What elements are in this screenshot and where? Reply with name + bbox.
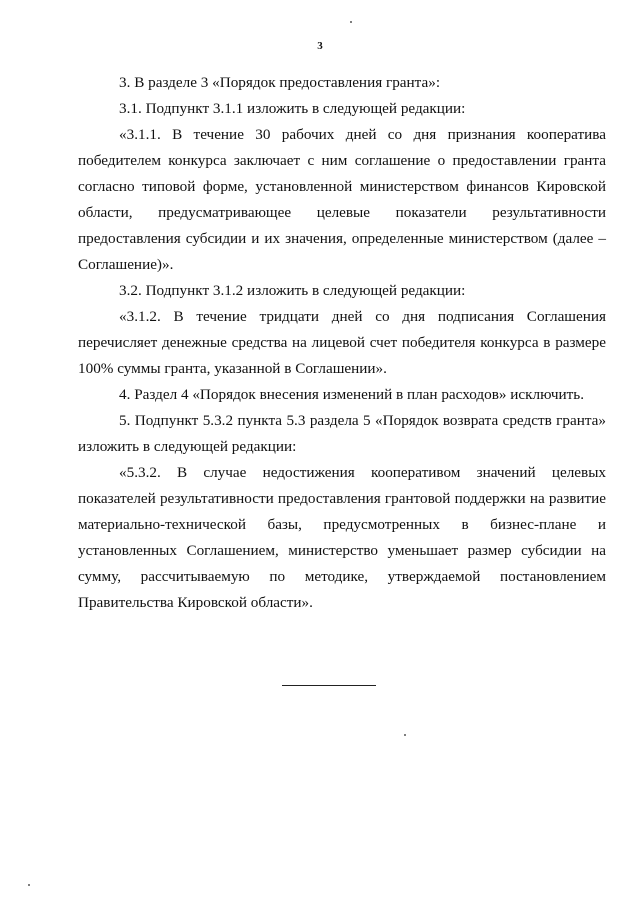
page-number: 3 [317, 40, 323, 52]
paragraph-subsection-3-2: 3.2. Подпункт 3.1.2 изложить в следующей редакции: [119, 282, 466, 299]
scan-speck [350, 21, 352, 23]
document-body [78, 70, 606, 616]
paragraph-section-4: 4. Раздел 4 «Порядок внесения изменений в план расходов» исключить. [119, 386, 584, 403]
paragraph-section-3: 3. В разделе 3 «Порядок предоставления гранта»: [119, 74, 441, 91]
paragraph-section-5: 5. Подпункт 5.3.2 пункта 5.3 раздела 5 «Порядок возврата средств гранта» изложить в следующей редакции: [78, 412, 606, 455]
paragraph-clause-5-3-2: «5.3.2. В случае недостижения кооперативом значений целевых показателей результативности предоставления грантовой поддержки на развитие материально-технической базы, предусмотренных в бизнес-плане и установленных Соглашением, министерство уменьшает размер субсидии на сумму, рассчитываемую по методике, утверждаемой постановлением Правительства Кировской области». [78, 464, 606, 611]
paragraph-clause-3-1-2: «3.1.2. В течение тридцати дней со дня подписания Соглашения перечисляет денежные средства на лицевой счет победителя конкурса в размере 100% суммы гранта, указанной в Соглашении». [78, 308, 606, 377]
scan-speck [404, 734, 406, 736]
scan-speck [28, 884, 30, 886]
paragraph-clause-3-1-1: «3.1.1. В течение 30 рабочих дней со дня признания кооператива победителем конкурса заключает с ним соглашение о предоставлении гранта согласно типовой форме, установленной министерством финансов Кировской области, предусматривающее целевые показатели результативности предоставления субсидии и их значения, определенные министерством (далее – Соглашение)». [78, 126, 606, 273]
closing-rule [282, 685, 376, 686]
paragraph-subsection-3-1: 3.1. Подпункт 3.1.1 изложить в следующей редакции: [119, 100, 466, 117]
